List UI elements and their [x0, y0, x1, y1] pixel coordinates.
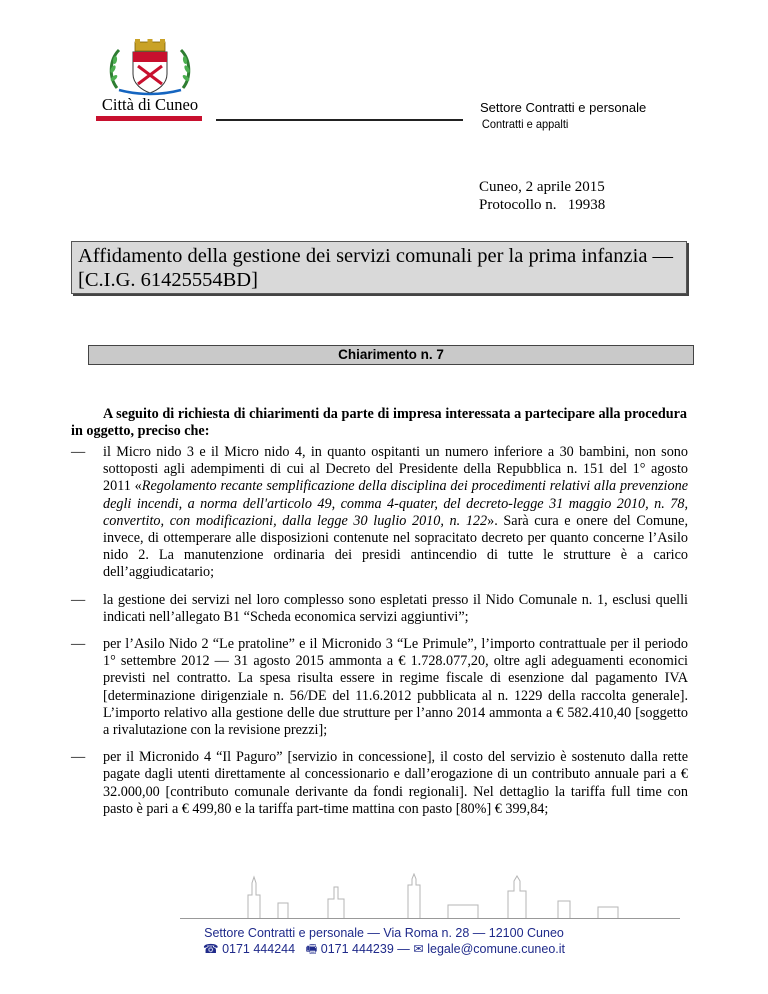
sector-subtitle: Contratti e appalti [481, 117, 569, 131]
regulation-title: Regolamento recante semplificazione della disciplina dei procedimenti relativi alla prevenzione degli incendi, a norma dell'articolo 49, comma 4-quater, del decreto-legge 31 maggio 2010, n. 78, convertito, con modificazioni, dalla legge 30 luglio 2010, n. 122 [103, 478, 688, 529]
phone-icon: ☎ [203, 942, 219, 956]
city-skyline-icon [178, 873, 680, 920]
list-dash: — [71, 444, 86, 460]
email-address[interactable]: legale@comune.cuneo.it [427, 942, 565, 956]
email-icon: ✉ [413, 942, 424, 956]
fax-icon: 🖷 [305, 942, 318, 956]
list-dash: — [71, 749, 86, 766]
list-dash: — [71, 636, 86, 653]
footer-contacts [0, 941, 768, 957]
clarification-heading: Chiarimento n. 7 [88, 345, 694, 365]
footer-address: Settore Contratti e personale — Via Roma n. 28 — 12100 Cuneo [204, 926, 564, 940]
brand-red-bar [96, 116, 202, 121]
list-dash: — [71, 591, 86, 608]
footer-separator: — [397, 942, 410, 956]
document-title: Affidamento della gestione dei servizi comunali per la prima infanzia — [C.I.G. 61425554BD] [71, 241, 687, 294]
item-text-after: ». Sarà cura e onere del Comune, invece, di ottemperare alle disposizioni contenute nel sopracitato decreto per quanto concerne l’Asilo nido 2. La manutenzione ordinaria dei presidi antincendio di tutte le strutture è a carico dell’aggiudicatario; [103, 512, 688, 581]
clarification-list [71, 444, 688, 828]
sector-heading [480, 100, 680, 132]
place-date: Cuneo, 2 aprile 2015 [479, 179, 605, 195]
item-text: il Micro nido 3 e il Micro nido 4, in quanto ospitanti un numero inferiore a 30 bambini, non sono sottoposti agli adempimenti di cui al Decreto del Presidente della Repubblica n. 151 del 1° agosto 2011 « [103, 444, 688, 495]
footer [0, 925, 768, 957]
list-item [71, 444, 688, 582]
list-item [71, 636, 688, 739]
item-text: per l’Asilo Nido 2 “Le pratoline” e il Micronido 3 “Le Primule”, l’importo contrattuale per il periodo 1° settembre 2012 — 31 agosto 2015 ammonta a € 1.728.077,20, oltre agli adeguamenti economici previsti nel contratto. La spesa risulta essere in regime fiscale di esenzione dal pagamento IVA [determinazione dirigenziale n. 56/DE del 11.6.2012 pubblicata al n. 1229 della raccolta generale]. L’importo relativo alla gestione delle due strutture per l’anno 2014 ammonta a € 582.410,40 [soggetto a rivalutazione con la revisione prezzi]; [103, 636, 688, 739]
item-text: per il Micronido 4 “Il Paguro” [servizio in concessione], il costo del servizio è sostenuto dalla rette pagate dagli utenti direttamente al concessionario e dall’erogazione di un contributo annuale pari a € 32.000,00 [contributo comunale derivante da fondi regionali]. Nel dettaglio la tariffa full time con pasto è pari a € 499,80 e la tariffa part-time mattina con pasto [80%] € 399,84; [103, 749, 688, 817]
protocol-number: Protocollo n. 19938 [479, 197, 606, 213]
footer-rule [180, 918, 680, 919]
item-text: la gestione dei servizi nel loro complesso sono espletati presso il Nido Comunale n. 1, esclusi quelli indicati nell’allegato B1 “Scheda economica servizi aggiuntivi”; [103, 591, 688, 625]
list-item [71, 592, 688, 626]
intro-paragraph: A seguito di richiesta di chiarimenti da parte di impresa interessata a partecipare alla procedura in oggetto, preciso che: [71, 406, 687, 439]
coat-of-arms-icon [105, 38, 195, 96]
header-rule [216, 119, 463, 121]
sector-title: Settore Contratti e personale [480, 100, 647, 115]
fax-number: 0171 444239 [320, 942, 394, 956]
city-name: Città di Cuneo [101, 95, 199, 114]
city-logo [89, 38, 211, 122]
place-date-block [479, 178, 605, 214]
list-item [71, 749, 688, 818]
phone-number: 0171 444244 [222, 942, 296, 956]
